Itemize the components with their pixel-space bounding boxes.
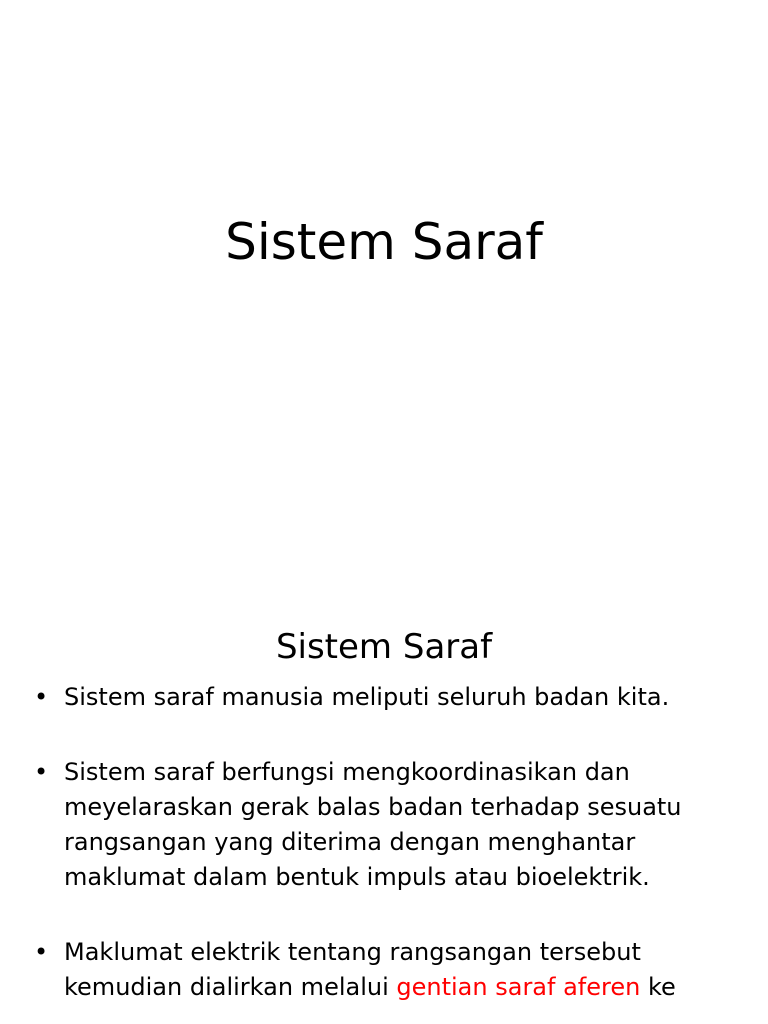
- bullet-text-before: Maklumat elektrik tentang rangsangan tersebut kemudian dialirkan melalui: [64, 938, 641, 1001]
- content-slide: [0, 576, 768, 1024]
- slide-heading: Sistem Saraf: [275, 627, 493, 667]
- bullet-icon: •: [34, 758, 49, 786]
- bullet-list: [34, 680, 734, 1024]
- bullet-text: [64, 938, 676, 1001]
- slide-title: Sistem Saraf: [225, 213, 543, 271]
- bullet-item: [34, 755, 734, 895]
- highlighted-term: gentian saraf aferen: [396, 973, 641, 1001]
- bullet-item: [34, 935, 734, 1005]
- bullet-item: [34, 680, 734, 715]
- bullet-text-after: ke: [640, 973, 676, 1001]
- bullet-icon: •: [34, 938, 49, 966]
- bullet-icon: •: [34, 683, 49, 711]
- bullet-text: Sistem saraf berfungsi mengkoordinasikan dan meyelaraskan gerak balas badan terhadap sesuatu rangsangan yang diterima dengan menghantar maklumat dalam bentuk impuls atau bioelektrik.: [64, 758, 682, 891]
- bullet-text: Sistem saraf manusia meliputi seluruh badan kita.: [64, 683, 670, 711]
